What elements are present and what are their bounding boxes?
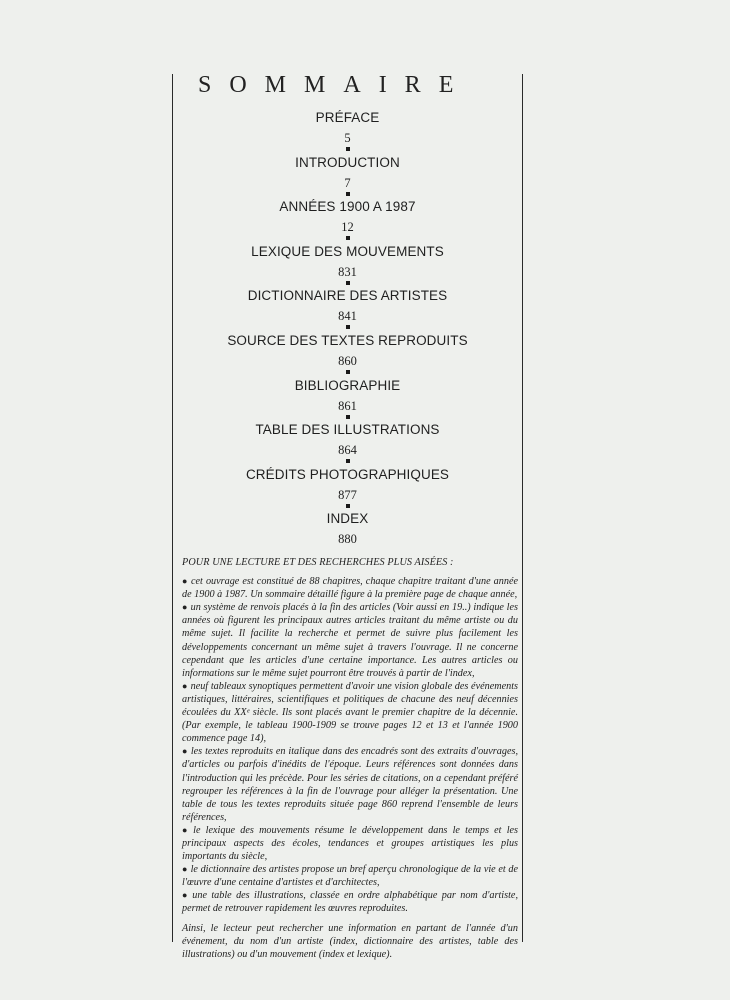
note-item-text: un système de renvois placés à la fin des articles (Voir aussi en 19..) indique les années où figurent les principaux autres articles traitant du même artiste ou du même sujet. Il facilite la recherche et permet de suivre plus facilement les développements concernant un même sujet à travers l'ouvrage. Il ne concerne cependant que les articles d'une certaine importance. Les autres articles ou informations sur le même sujet pourront être trouvés à partir de l'index, bbox=[182, 602, 518, 679]
bullet-dot-icon: ● bbox=[182, 602, 188, 613]
bullet-dot-icon: ● bbox=[182, 824, 191, 835]
page-title: SOMMAIRE bbox=[198, 72, 472, 98]
bullet-dot-icon: ● bbox=[182, 680, 188, 691]
toc-entry[interactable] bbox=[173, 243, 522, 288]
toc-entry-label: PRÉFACE bbox=[315, 110, 380, 125]
toc-entry[interactable] bbox=[173, 332, 522, 377]
note-item-text: les textes reproduits en italique dans des encadrés sont des extraits d'ouvrages, d'articles ou parfois d'inédits de l'époque. Leurs références sont données dans l'introduction qui les précède. Pour les séries de citations, on a cependant préféré regrouper les références à la fin de l'ouvrage pour alléger la présentation. Une table de tous les textes reproduits située page 860 reprend l'ensemble de leurs références, bbox=[182, 746, 518, 823]
note-item-text: le dictionnaire des artistes propose un bref aperçu chronologique de la vie et de l'œuvre d'une centaine d'artistes et d'architectes, bbox=[182, 864, 518, 889]
toc-entry[interactable] bbox=[173, 466, 522, 511]
notes-heading: POUR UNE LECTURE ET DES RECHERCHES PLUS AISÉES : bbox=[182, 557, 454, 568]
note-item bbox=[182, 680, 518, 745]
note-item bbox=[182, 863, 518, 889]
square-bullet-icon bbox=[346, 192, 350, 196]
square-bullet-icon bbox=[346, 236, 350, 240]
note-item-text: le lexique des mouvements résume le développement dans le temps et les principaux aspects des écoles, tendances et groupes artistiques les plus importants du siècle, bbox=[182, 824, 519, 863]
note-item-text: une table des illustrations, classée en ordre alphabétique par nom d'artiste, permet de retrouver rapidement les œuvres reproduites. bbox=[182, 890, 519, 915]
table-of-contents bbox=[173, 109, 522, 555]
toc-entry-page-number: 841 bbox=[338, 309, 357, 324]
toc-entry-label: INTRODUCTION bbox=[295, 154, 400, 170]
toc-entry[interactable] bbox=[173, 421, 522, 466]
toc-entry-page-number: 5 bbox=[344, 131, 351, 145]
square-bullet-icon bbox=[346, 281, 350, 285]
reading-notes bbox=[182, 556, 518, 961]
notes-list bbox=[182, 575, 518, 915]
toc-entry[interactable] bbox=[173, 287, 522, 332]
bullet-dot-icon: ● bbox=[182, 890, 190, 901]
toc-entry-page-number: 864 bbox=[338, 443, 357, 458]
toc-entry[interactable] bbox=[173, 510, 522, 555]
toc-entry-page-number: 877 bbox=[338, 487, 357, 502]
toc-entry-label: LEXIQUE DES MOUVEMENTS bbox=[251, 243, 444, 259]
note-item-text: neuf tableaux synoptiques permettent d'avoir une vision globale des événements artistiques, littéraires, scientifiques et politiques de chacune des neuf décennies écoulées du XXᵉ siècle. Ils sont placés avant le premier chapitre de la décennie. (Par exemple, le tableau 1900-1909 se trouve pages 12 et 13 et l'année 1900 commence page 14), bbox=[182, 680, 519, 745]
square-bullet-icon bbox=[346, 459, 350, 463]
square-bullet-icon bbox=[346, 504, 350, 508]
toc-entry[interactable] bbox=[173, 377, 522, 422]
note-item bbox=[182, 575, 518, 601]
note-item bbox=[182, 824, 518, 863]
square-bullet-icon bbox=[346, 370, 350, 374]
toc-entry[interactable] bbox=[173, 154, 522, 199]
toc-entry-page-number: 831 bbox=[338, 264, 357, 279]
bullet-dot-icon: ● bbox=[182, 576, 188, 587]
square-bullet-icon bbox=[346, 325, 350, 329]
note-item bbox=[182, 745, 518, 824]
toc-entry-label: TABLE DES ILLUSTRATIONS bbox=[255, 422, 440, 438]
toc-entry-label: CRÉDITS PHOTOGRAPHIQUES bbox=[245, 466, 450, 482]
toc-entry-label: DICTIONNAIRE DES ARTISTES bbox=[247, 288, 448, 304]
toc-entry[interactable] bbox=[173, 109, 522, 154]
toc-entry-label: ANNÉES 1900 A 1987 bbox=[279, 199, 416, 215]
toc-entry-page-number: 12 bbox=[341, 220, 354, 235]
square-bullet-icon bbox=[346, 147, 350, 151]
toc-entry-page-number: 7 bbox=[344, 175, 351, 190]
right-vertical-rule bbox=[522, 74, 523, 942]
toc-entry-label: SOURCE DES TEXTES REPRODUITS bbox=[227, 332, 468, 348]
toc-entry[interactable] bbox=[173, 198, 522, 243]
square-bullet-icon bbox=[346, 415, 350, 419]
note-item bbox=[182, 889, 518, 915]
toc-entry-label: INDEX bbox=[326, 511, 369, 527]
bullet-dot-icon: ● bbox=[182, 746, 188, 757]
toc-entry-page-number: 880 bbox=[338, 532, 357, 547]
bullet-dot-icon: ● bbox=[182, 864, 188, 875]
notes-conclusion: Ainsi, le lecteur peut rechercher une information en partant de l'année d'un événement, du nom d'un artiste (index, dictionnaire des artistes, table des illustrations) ou d'un mouvement (index et lexique). bbox=[182, 922, 518, 960]
note-item-text: cet ouvrage est constitué de 88 chapitres, chaque chapitre traitant d'une année de 1900 à 1987. Un sommaire détaillé figure à la première page de chaque année, bbox=[182, 576, 519, 601]
toc-entry-label: BIBLIOGRAPHIE bbox=[294, 377, 401, 393]
toc-entry-page-number: 861 bbox=[338, 398, 357, 413]
toc-entry-page-number: 860 bbox=[338, 353, 357, 368]
note-item bbox=[182, 601, 518, 680]
